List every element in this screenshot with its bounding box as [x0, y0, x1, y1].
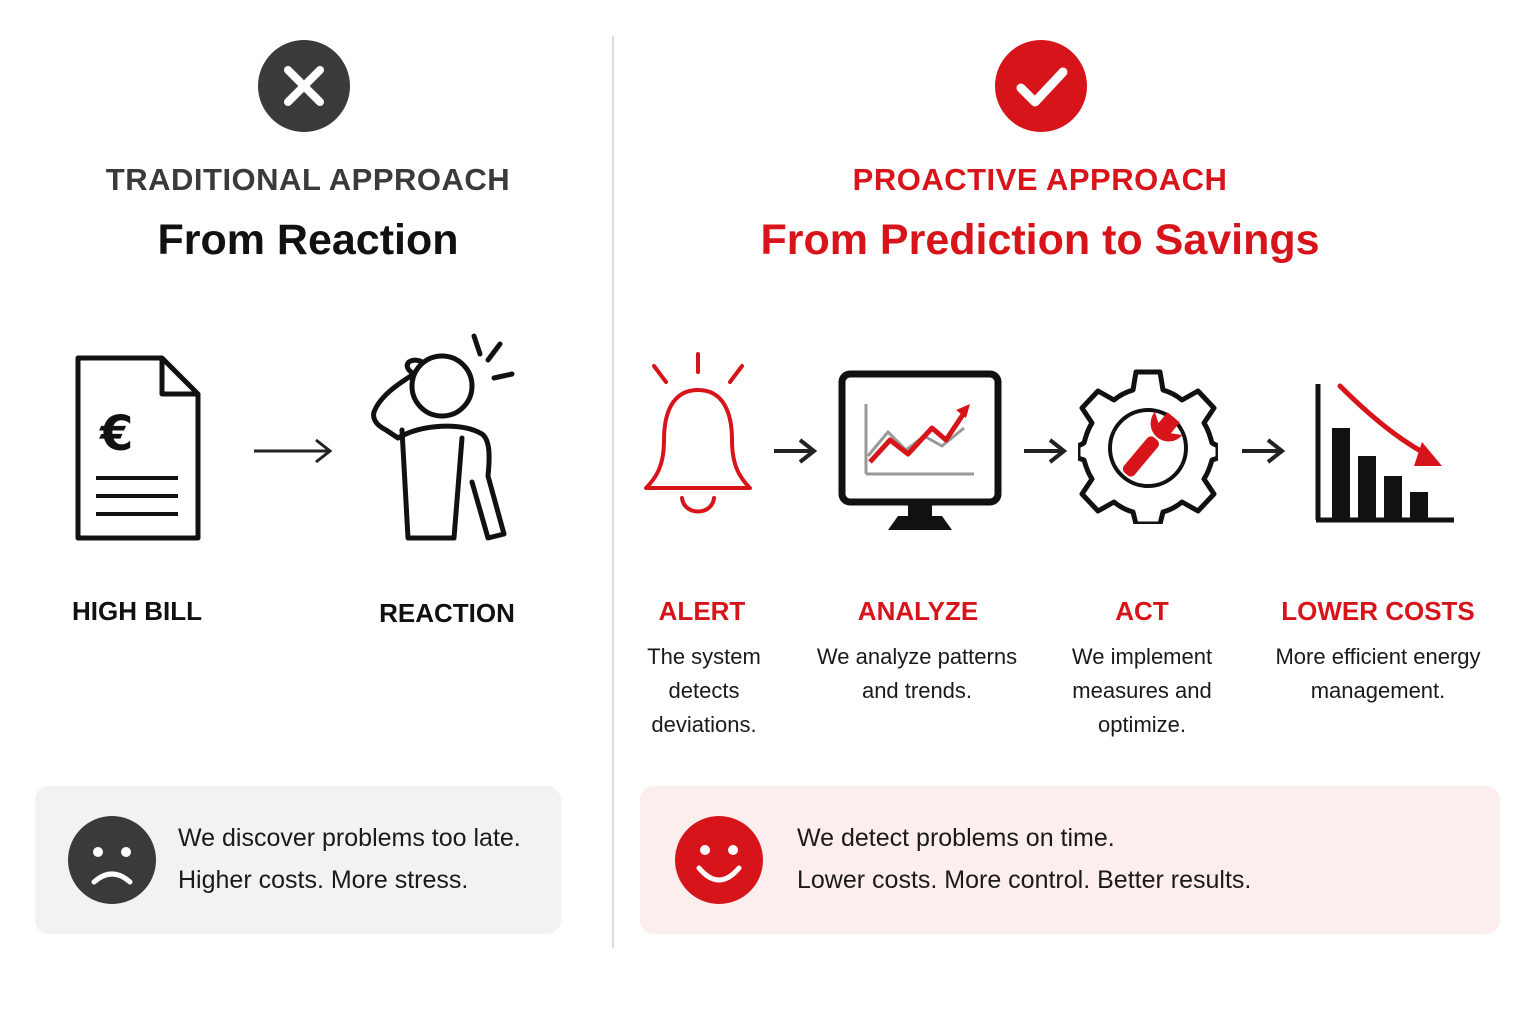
arrow-right-icon	[1238, 436, 1286, 466]
proactive-summary-line-2: Lower costs. More control. Better results.	[797, 866, 1252, 894]
x-circle-icon	[258, 40, 350, 132]
traditional-headline: From Reaction	[157, 216, 459, 264]
step-desc-act: We implement measures and optimize.	[1071, 644, 1213, 737]
step-label-reaction: REACTION	[379, 598, 515, 628]
step-label-alert: ALERT	[658, 596, 746, 626]
declining-bars-icon	[1310, 380, 1458, 525]
check-circle-icon	[995, 40, 1087, 132]
step-label-high-bill: HIGH BILL	[72, 596, 202, 626]
happy-face-icon	[675, 816, 763, 904]
step-label-lower-costs: LOWER COSTS	[1281, 596, 1475, 626]
alert-bell-icon	[640, 348, 756, 523]
monitor-chart-icon	[838, 370, 1003, 535]
gear-wrench-icon	[1078, 368, 1218, 524]
proactive-summary-panel	[640, 786, 1500, 934]
arrow-right-icon	[250, 436, 336, 466]
step-label-act: ACT	[1115, 596, 1169, 626]
step-desc-alert: The system detects deviations.	[647, 644, 761, 737]
stressed-person-icon	[362, 326, 522, 546]
sad-face-icon	[68, 816, 156, 904]
svg-text:€: €	[100, 406, 134, 462]
arrow-right-icon	[770, 436, 818, 466]
traditional-kicker: TRADITIONAL APPROACH	[105, 162, 511, 197]
proactive-kicker: PROACTIVE APPROACH	[852, 162, 1228, 197]
proactive-summary-line-1: We detect problems on time.	[797, 824, 1115, 852]
step-desc-lower-costs: More efficient energy management.	[1275, 644, 1481, 703]
section-divider	[612, 36, 614, 948]
invoice-euro-icon	[70, 350, 205, 545]
traditional-summary-line-2: Higher costs. More stress.	[178, 866, 469, 894]
proactive-headline: From Prediction to Savings	[760, 216, 1320, 264]
arrow-right-icon	[1020, 436, 1068, 466]
step-label-analyze: ANALYZE	[857, 596, 979, 626]
step-desc-analyze: We analyze patterns and trends.	[816, 644, 1018, 703]
traditional-summary-line-1: We discover problems too late.	[178, 824, 521, 852]
traditional-summary-panel	[35, 786, 561, 934]
